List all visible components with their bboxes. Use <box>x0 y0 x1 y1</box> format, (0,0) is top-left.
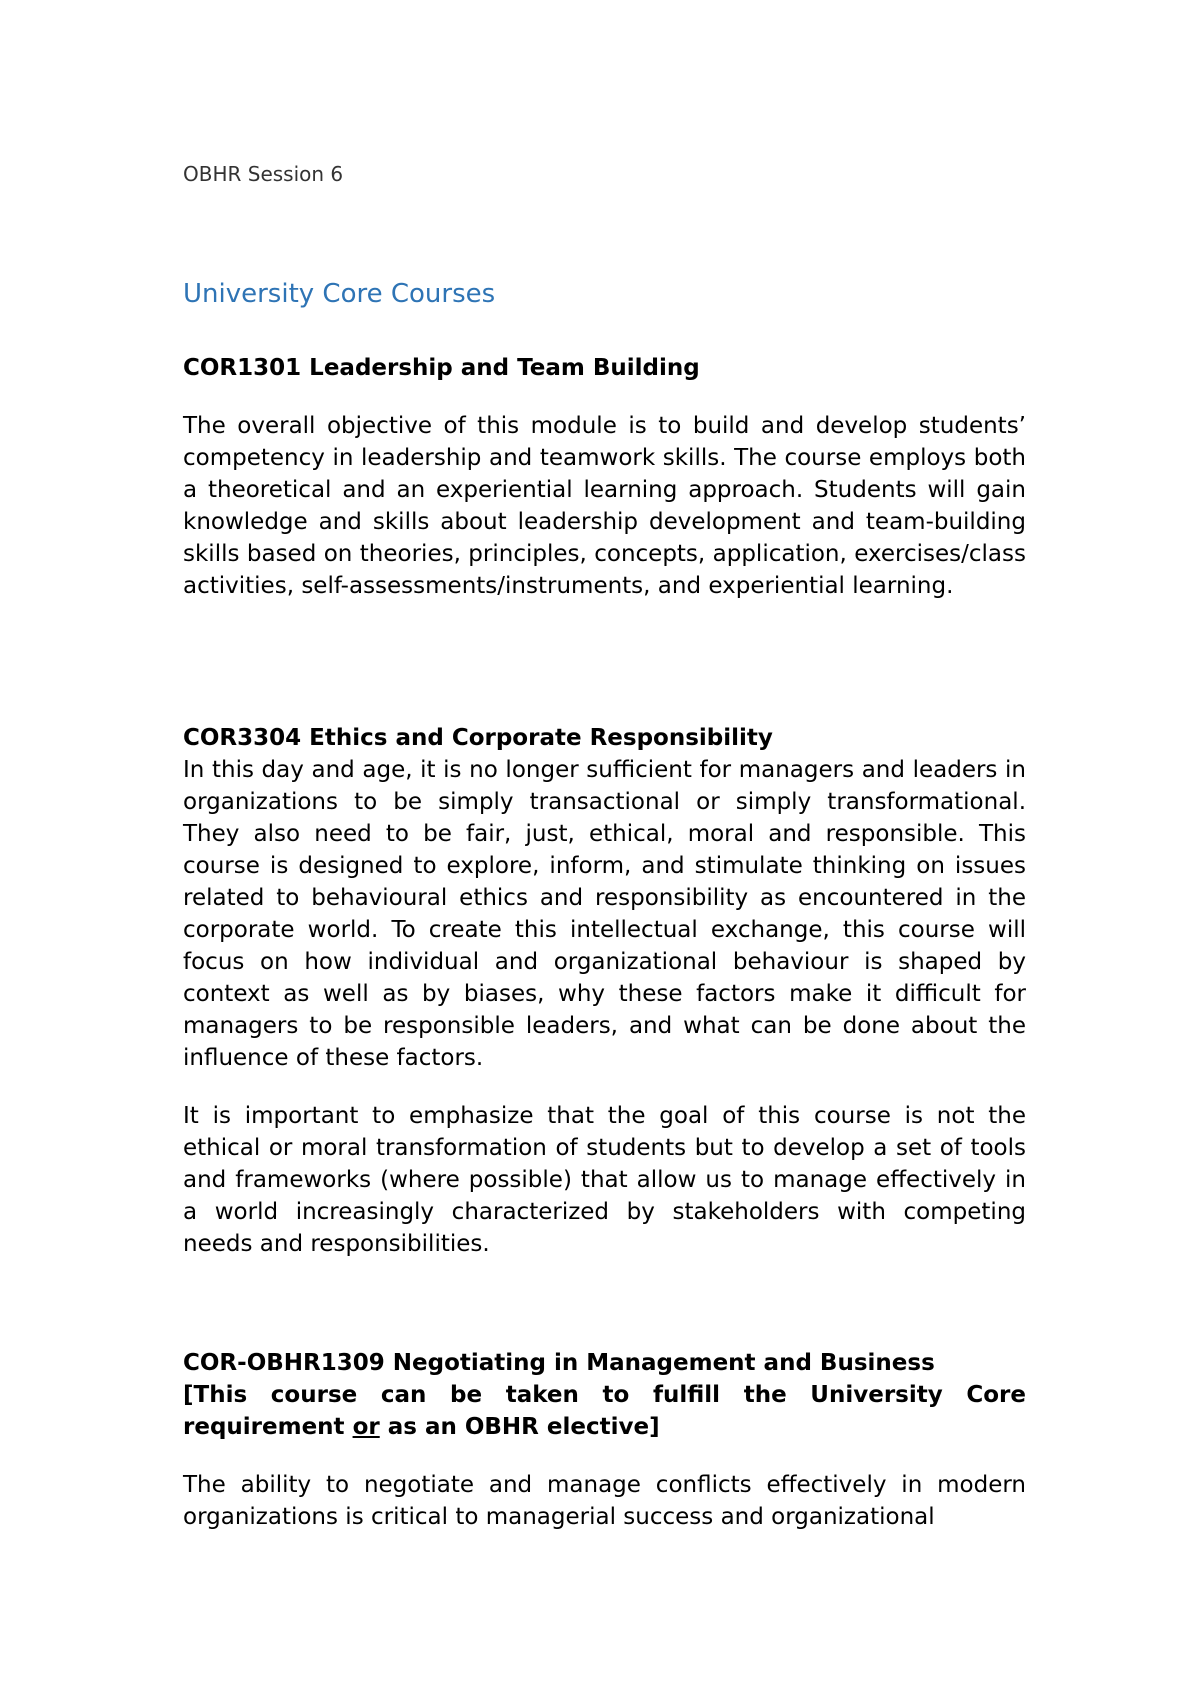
course-note <box>183 1379 1026 1443</box>
course-description: The overall objective of this module is to build and develop students’ competency in leadership and teamwork skills. The course employs both a theoretical and an experiential learning approach. Students will gain knowledge and skills about leadership development and team-building skills based on theories, principles, concepts, application, exercises/class activities, self-assessments/instruments, and experiential learning. <box>183 413 1026 599</box>
page-title: University Core Courses <box>183 279 496 309</box>
course-heading: COR1301 Leadership and Team Building <box>183 355 700 381</box>
course-note-text: [This course can be taken to fulfill the University Core requirement <box>183 1382 1026 1440</box>
course-description: It is important to emphasize that the goal of this course is not the ethical or moral transformation of students but to develop a set of tools and frameworks (where possible) that allow us to manage effectively in a world increasingly characterized by stakeholders with competing needs and responsibilities. <box>183 1103 1026 1257</box>
course-note-emphasis: or <box>352 1414 380 1440</box>
course-description: In this day and age, it is no longer sufficient for managers and leaders in organizations to be simply transactional or simply transformational. They also need to be fair, just, ethical, moral and responsible. This course is designed to explore, inform, and stimulate thinking on issues related to behavioural ethics and responsibility as encountered in the corporate world. To create this intellectual exchange, this course will focus on how individual and organizational behaviour is shaped by context as well as by biases, why these factors make it difficult for managers to be responsible leaders, and what can be done about the influence of these factors. <box>183 757 1026 1071</box>
course-note-text: as an OBHR elective] <box>387 1414 660 1440</box>
course-cor1301 <box>183 352 1026 602</box>
course-cor3304 <box>183 722 1026 1260</box>
course-heading: COR-OBHR1309 Negotiating in Management and Business <box>183 1350 935 1376</box>
course-description: The ability to negotiate and manage conflicts effectively in modern organizations is critical to managerial success and organizational <box>183 1472 1026 1530</box>
course-heading: COR3304 Ethics and Corporate Responsibility <box>183 725 773 751</box>
course-cor-obhr1309 <box>183 1347 1026 1533</box>
session-header: OBHR Session 6 <box>183 162 344 186</box>
